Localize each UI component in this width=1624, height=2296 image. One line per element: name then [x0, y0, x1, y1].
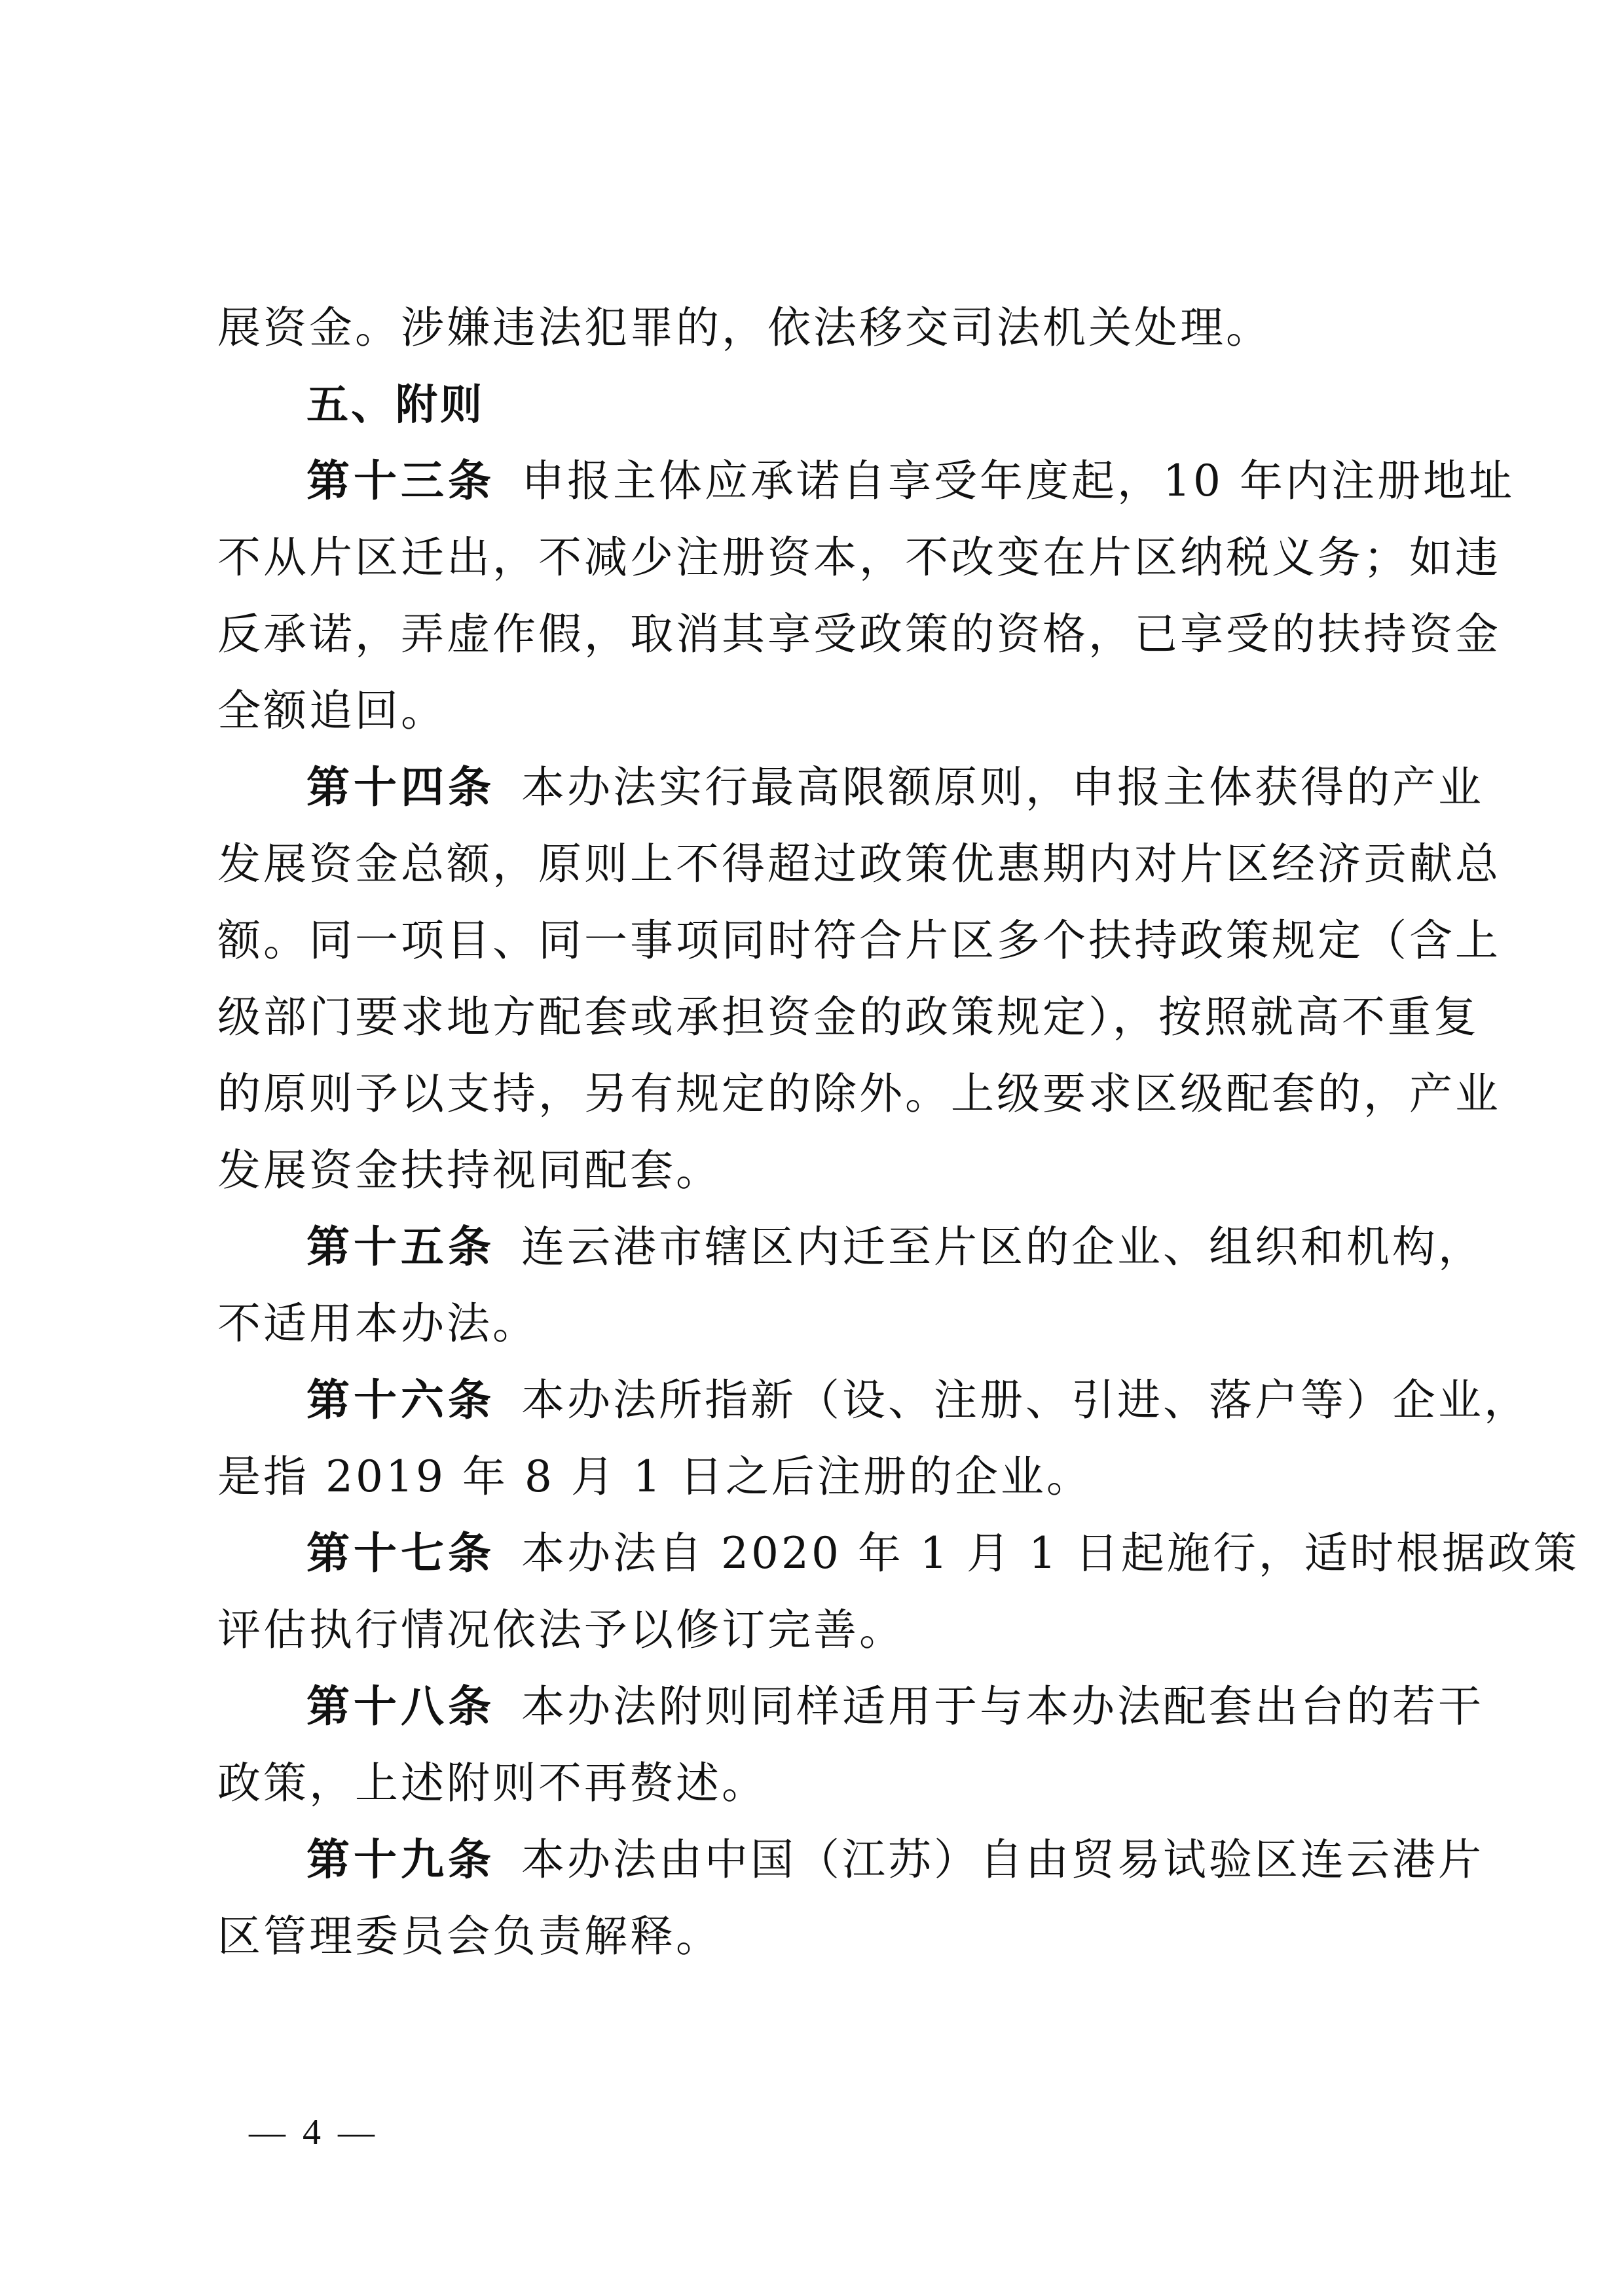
text-line: 是指 2019 年 8 月 1 日之后注册的企业。 [217, 1451, 1092, 1502]
section-heading [217, 366, 1409, 443]
article-text: 连云港市辖区内迁至片区的企业、组织和机构， [521, 1222, 1484, 1272]
article-15-line-1 [217, 1209, 1484, 1285]
article-number: 第十三条 [306, 456, 495, 506]
article-16-line-1 [217, 1362, 1530, 1438]
article-number: 第十八条 [306, 1681, 495, 1732]
article-text: 申报主体应承诺自享受年度起，10 年内注册地址 [521, 456, 1515, 506]
text-line: 政策，上述附则不再赘述。 [217, 1758, 767, 1808]
text-line: 评估执行情况依法予以修订完善。 [217, 1605, 905, 1655]
article-number: 第十七条 [306, 1528, 495, 1578]
article-18-line-1 [217, 1668, 1484, 1745]
text-line: 不适用本办法。 [217, 1298, 538, 1349]
section-heading-text: 五、附则 [306, 381, 485, 429]
text-line: 的原则予以支持，另有规定的除外。上级要求区级配套的，产业 [217, 1068, 1501, 1119]
text-line: 级部门要求地方配套或承担资金的政策规定），按照就高不重复 [217, 992, 1479, 1042]
article-14-line-1 [217, 749, 1484, 826]
article-text: 本办法附则同样适用于与本办法配套出台的若干 [521, 1681, 1484, 1732]
article-text: 本办法所指新（设、注册、引进、落户等）企业， [521, 1375, 1530, 1425]
page-number: — 4 — [249, 2112, 378, 2153]
article-number: 第十四条 [306, 762, 495, 812]
article-text: 本办法由中国（江苏）自由贸易试验区连云港片 [521, 1834, 1484, 1885]
article-text: 本办法自 2020 年 1 月 1 日起施行，适时根据政策 [521, 1528, 1579, 1578]
text-line: 反承诺，弄虚作假，取消其享受政策的资格，已享受的扶持资金 [217, 609, 1501, 659]
article-19-line-1 [217, 1821, 1484, 1898]
text-line: 展资金。涉嫌违法犯罪的，依法移交司法机关处理。 [217, 302, 1272, 353]
text-line: 区管理委员会负责解释。 [217, 1911, 722, 1961]
article-number: 第十六条 [306, 1375, 495, 1425]
article-13-line-1 [217, 443, 1515, 519]
text-line: 发展资金扶持视同配套。 [217, 1145, 722, 1195]
text-line: 额。同一项目、同一事项同时符合片区多个扶持政策规定（含上 [217, 915, 1501, 966]
article-text: 本办法实行最高限额原则，申报主体获得的产业 [521, 762, 1484, 812]
article-17-line-1 [217, 1515, 1579, 1592]
text-line: 不从片区迁出，不减少注册资本，不改变在片区纳税义务；如违 [217, 532, 1501, 583]
article-number: 第十五条 [306, 1222, 495, 1272]
text-line: 全额追回。 [217, 685, 447, 736]
body-text [217, 289, 1579, 1975]
text-line: 发展资金总额，原则上不得超过政策优惠期内对片区经济贡献总 [217, 839, 1501, 889]
article-number: 第十九条 [306, 1834, 495, 1885]
